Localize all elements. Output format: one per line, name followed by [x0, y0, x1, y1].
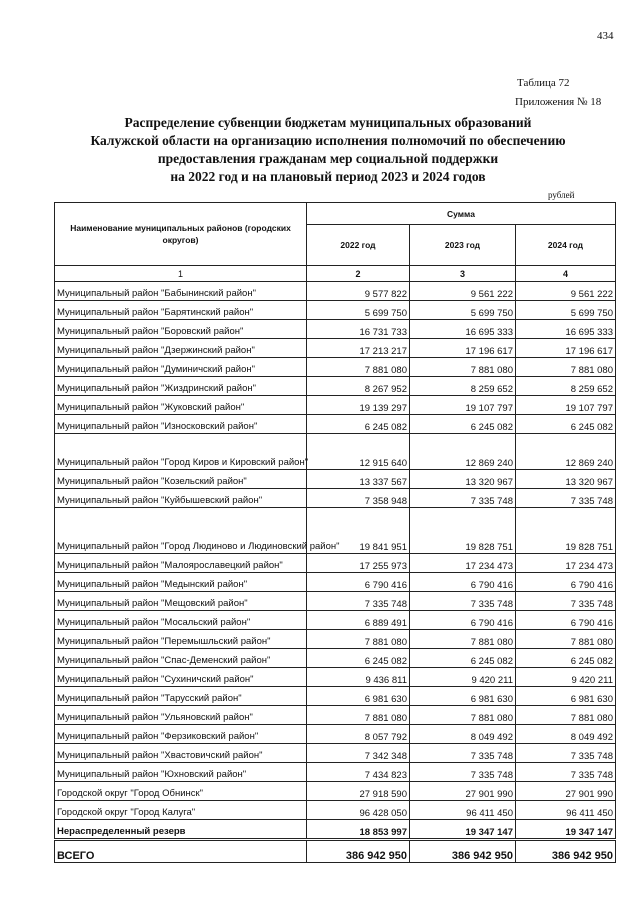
value-2022: 7 881 080 [307, 706, 410, 725]
value-2023: 7 881 080 [410, 358, 516, 377]
table-row [55, 611, 616, 630]
value-2024: 8 049 492 [516, 725, 616, 744]
row-name: Муниципальный район "Юхновский район" [55, 763, 307, 782]
value-2023: 8 259 652 [410, 377, 516, 396]
value-2024: 7 335 748 [516, 489, 616, 508]
table-row [55, 282, 616, 301]
value-2024: 16 695 333 [516, 320, 616, 339]
column-index-row [55, 266, 616, 282]
value-2024: 9 561 222 [516, 282, 616, 301]
value-2022: 17 213 217 [307, 339, 410, 358]
value-2024: 7 335 748 [516, 763, 616, 782]
value-2023: 19 828 751 [410, 508, 516, 554]
document-title [80, 114, 576, 186]
value-2024: 6 790 416 [516, 611, 616, 630]
value-2022: 17 255 973 [307, 554, 410, 573]
row-name: Муниципальный район "Износковский район" [55, 415, 307, 434]
table-row [55, 489, 616, 508]
column-index: 2 [307, 266, 410, 282]
row-name: Муниципальный район "Ульяновский район" [55, 706, 307, 725]
table-row [55, 434, 616, 470]
row-name: Муниципальный район "Мещовский район" [55, 592, 307, 611]
value-2023: 7 335 748 [410, 763, 516, 782]
value-2024: 7 335 748 [516, 592, 616, 611]
column-index: 1 [55, 266, 307, 282]
value-2024: 17 234 473 [516, 554, 616, 573]
title-line: предоставления гражданам мер социальной поддержки [157, 151, 499, 166]
value-2022: 5 699 750 [307, 301, 410, 320]
value-2023: 7 881 080 [410, 630, 516, 649]
value-2024: 13 320 967 [516, 470, 616, 489]
title-line: Распределение субвенции бюджетам муниципальных образований [124, 115, 532, 130]
value-2023: 386 942 950 [410, 840, 516, 863]
value-2024: 9 420 211 [516, 668, 616, 687]
table-reference: Таблица 72 [517, 77, 570, 89]
value-2023: 9 420 211 [410, 668, 516, 687]
value-2024: 6 245 082 [516, 649, 616, 668]
value-2022: 9 436 811 [307, 668, 410, 687]
table-row [55, 687, 616, 706]
row-name: Муниципальный район "Боровский район" [55, 320, 307, 339]
table-row [55, 840, 616, 863]
value-2022: 19 841 951 [307, 508, 410, 554]
subvention-table [54, 202, 616, 863]
row-name: Муниципальный район "Жуковский район" [55, 396, 307, 415]
value-2023: 7 335 748 [410, 489, 516, 508]
table-row [55, 592, 616, 611]
value-2024: 19 107 797 [516, 396, 616, 415]
value-2024: 6 790 416 [516, 573, 616, 592]
table-row [55, 668, 616, 687]
value-2023: 17 196 617 [410, 339, 516, 358]
table-row [55, 630, 616, 649]
value-2023: 6 790 416 [410, 611, 516, 630]
value-2022: 6 790 416 [307, 573, 410, 592]
value-2022: 13 337 567 [307, 470, 410, 489]
table-row [55, 554, 616, 573]
value-2022: 7 881 080 [307, 358, 410, 377]
row-name: Муниципальный район "Ферзиковский район" [55, 725, 307, 744]
table-row [55, 744, 616, 763]
row-name: Муниципальный район "Козельский район" [55, 470, 307, 489]
row-name: Муниципальный район "Малоярославецкий район" [55, 554, 307, 573]
value-2023: 5 699 750 [410, 301, 516, 320]
column-header-2023: 2023 год [410, 225, 516, 266]
row-name: Муниципальный район "Тарусский район" [55, 687, 307, 706]
value-2022: 6 889 491 [307, 611, 410, 630]
value-2022: 7 434 823 [307, 763, 410, 782]
table-row [55, 820, 616, 840]
value-2024: 19 347 147 [516, 820, 616, 840]
table-row [55, 801, 616, 820]
value-2024: 17 196 617 [516, 339, 616, 358]
row-name: Муниципальный район "Жиздринский район" [55, 377, 307, 396]
table-row [55, 763, 616, 782]
value-2022: 19 139 297 [307, 396, 410, 415]
value-2023: 19 107 797 [410, 396, 516, 415]
value-2023: 6 981 630 [410, 687, 516, 706]
row-name: Муниципальный район "Дзержинский район" [55, 339, 307, 358]
table-row [55, 782, 616, 801]
row-name: Муниципальный район "Думиничский район" [55, 358, 307, 377]
value-2023: 13 320 967 [410, 470, 516, 489]
appendix-reference: Приложения № 18 [515, 96, 602, 108]
value-2023: 8 049 492 [410, 725, 516, 744]
table-row [55, 649, 616, 668]
table-row [55, 415, 616, 434]
row-name: Городской округ "Город Обнинск" [55, 782, 307, 801]
column-index: 4 [516, 266, 616, 282]
value-2022: 386 942 950 [307, 840, 410, 863]
value-2022: 12 915 640 [307, 434, 410, 470]
value-2023: 9 561 222 [410, 282, 516, 301]
value-2024: 7 335 748 [516, 744, 616, 763]
value-2022: 7 335 748 [307, 592, 410, 611]
value-2022: 7 342 348 [307, 744, 410, 763]
value-2022: 27 918 590 [307, 782, 410, 801]
table-row [55, 358, 616, 377]
value-2022: 8 057 792 [307, 725, 410, 744]
value-2024: 96 411 450 [516, 801, 616, 820]
value-2024: 27 901 990 [516, 782, 616, 801]
value-2022: 6 981 630 [307, 687, 410, 706]
value-2023: 7 335 748 [410, 744, 516, 763]
value-2024: 7 881 080 [516, 358, 616, 377]
value-2024: 19 828 751 [516, 508, 616, 554]
row-name: ВСЕГО [55, 840, 307, 863]
value-2024: 7 881 080 [516, 706, 616, 725]
value-2024: 12 869 240 [516, 434, 616, 470]
value-2023: 6 245 082 [410, 649, 516, 668]
value-2022: 9 577 822 [307, 282, 410, 301]
value-2022: 6 245 082 [307, 415, 410, 434]
table-row [55, 725, 616, 744]
value-2023: 96 411 450 [410, 801, 516, 820]
title-line: на 2022 год и на плановый период 2023 и 2024 годов [170, 169, 486, 184]
value-2022: 96 428 050 [307, 801, 410, 820]
value-2023: 6 790 416 [410, 573, 516, 592]
row-name: Муниципальный район "Барятинский район" [55, 301, 307, 320]
table-row [55, 706, 616, 725]
value-2024: 386 942 950 [516, 840, 616, 863]
row-name: Нераспределенный резерв [55, 820, 307, 840]
value-2022: 6 245 082 [307, 649, 410, 668]
row-name: Городской округ "Город Калуга" [55, 801, 307, 820]
row-name: Муниципальный район "Сухиничский район" [55, 668, 307, 687]
value-2023: 17 234 473 [410, 554, 516, 573]
value-2024: 5 699 750 [516, 301, 616, 320]
row-name: Муниципальный район "Куйбышевский район" [55, 489, 307, 508]
table-row [55, 573, 616, 592]
value-2022: 18 853 997 [307, 820, 410, 840]
column-header-2024: 2024 год [516, 225, 616, 266]
table-row [55, 470, 616, 489]
value-2022: 8 267 952 [307, 377, 410, 396]
table-row [55, 320, 616, 339]
value-2024: 6 245 082 [516, 415, 616, 434]
column-header-name: Наименование муниципальных районов (городских округов) [55, 203, 307, 266]
column-index: 3 [410, 266, 516, 282]
value-2023: 6 245 082 [410, 415, 516, 434]
title-line: Калужской области на организацию исполнения полномочий по обеспечению [90, 133, 566, 148]
table-row [55, 396, 616, 415]
column-header-sum: Сумма [307, 203, 616, 225]
value-2023: 27 901 990 [410, 782, 516, 801]
value-2023: 19 347 147 [410, 820, 516, 840]
value-2023: 12 869 240 [410, 434, 516, 470]
value-2023: 7 335 748 [410, 592, 516, 611]
value-2023: 16 695 333 [410, 320, 516, 339]
row-name: Муниципальный район "Спас-Деменский район" [55, 649, 307, 668]
row-name: Муниципальный район "Медынский район" [55, 573, 307, 592]
value-2022: 7 881 080 [307, 630, 410, 649]
table-row [55, 377, 616, 396]
row-name: Муниципальный район "Перемышльский район" [55, 630, 307, 649]
table-row [55, 301, 616, 320]
value-2022: 16 731 733 [307, 320, 410, 339]
row-name: Муниципальный район "Хвастовичский район" [55, 744, 307, 763]
units-label: рублей [548, 190, 575, 200]
value-2022: 7 358 948 [307, 489, 410, 508]
column-header-2022: 2022 год [307, 225, 410, 266]
table-row [55, 508, 616, 554]
table-row [55, 339, 616, 358]
value-2024: 8 259 652 [516, 377, 616, 396]
page-number: 434 [597, 30, 614, 42]
value-2023: 7 881 080 [410, 706, 516, 725]
row-name: Муниципальный район "Город Киров и Кировский район" [55, 434, 307, 470]
value-2024: 6 981 630 [516, 687, 616, 706]
row-name: Муниципальный район "Город Людиново и Людиновский район" [55, 508, 307, 554]
row-name: Муниципальный район "Мосальский район" [55, 611, 307, 630]
value-2024: 7 881 080 [516, 630, 616, 649]
row-name: Муниципальный район "Бабынинский район" [55, 282, 307, 301]
